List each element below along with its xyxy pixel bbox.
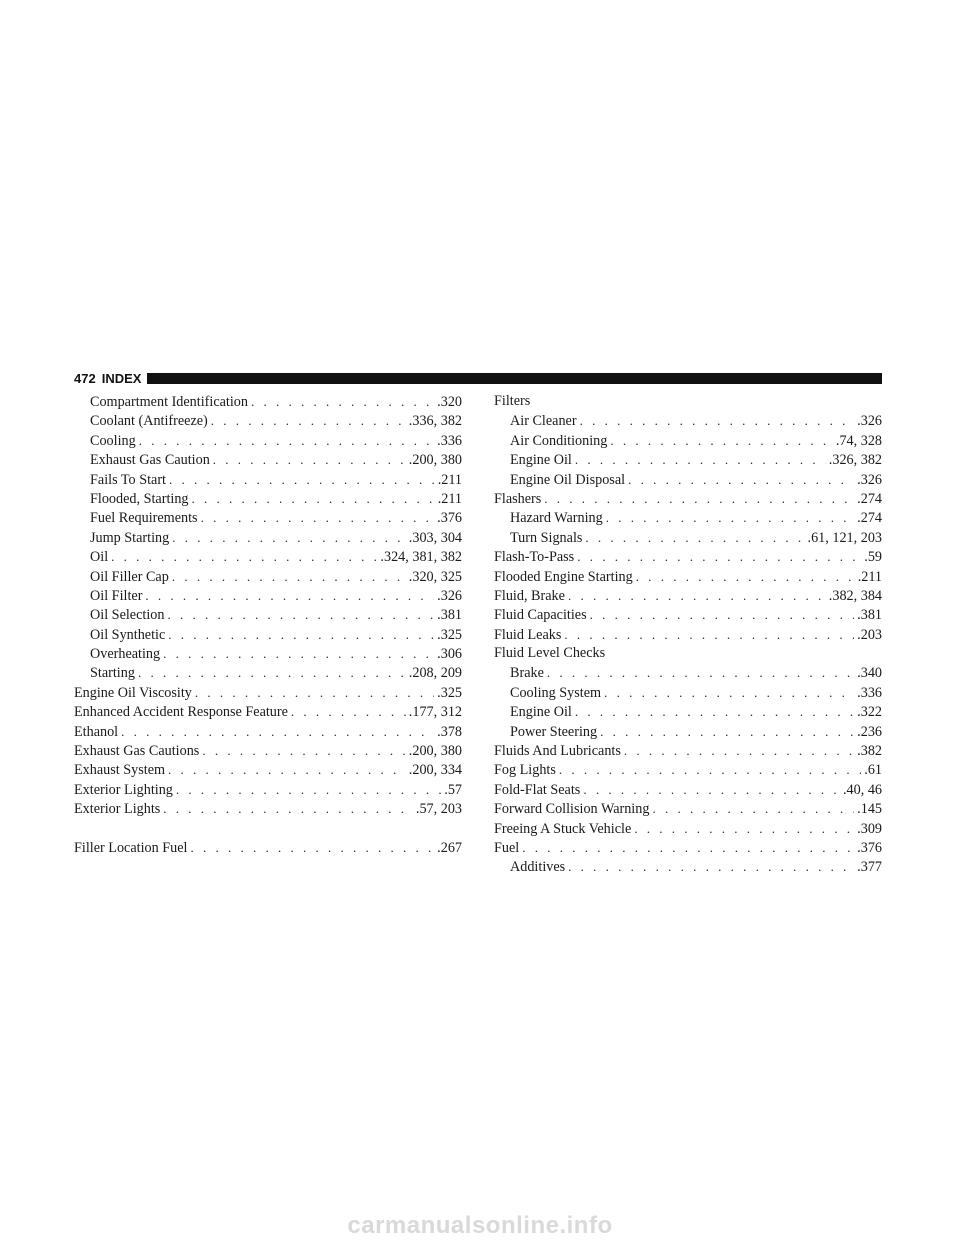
index-column-right: [494, 392, 882, 877]
entry-label: Fog Lights: [494, 762, 556, 779]
index-subentry: [494, 508, 882, 527]
page-reference[interactable]: .236: [857, 723, 882, 740]
index-subentry: [74, 392, 462, 411]
index-subentry: [74, 644, 462, 663]
dot-leader: [590, 605, 855, 624]
index-subentry: [74, 431, 462, 450]
page-reference[interactable]: .200, 380: [408, 452, 462, 469]
entry-label: Fluid, Brake: [494, 587, 565, 604]
entry-label: Fuel: [494, 839, 520, 856]
dot-leader: [580, 411, 855, 430]
dot-leader: [568, 857, 854, 876]
page-reference[interactable]: .267: [437, 839, 462, 856]
page-reference[interactable]: .211: [857, 568, 882, 585]
index-entry: [494, 586, 882, 605]
dot-leader: [195, 683, 434, 702]
dot-leader: [176, 780, 441, 799]
page-reference[interactable]: .336, 382: [408, 413, 462, 430]
page-reference[interactable]: .211: [437, 490, 462, 507]
dot-leader: [145, 586, 434, 605]
entry-label: Oil: [90, 549, 109, 566]
dot-leader: [202, 741, 405, 760]
entry-label: Power Steering: [510, 723, 598, 740]
page-reference[interactable]: .320, 325: [408, 568, 462, 585]
dot-leader: [634, 819, 854, 838]
index-subentry: [74, 625, 462, 644]
page-reference[interactable]: .145: [857, 801, 882, 818]
entry-label: Fluid Level Checks: [494, 645, 606, 662]
page-reference[interactable]: .326: [857, 471, 882, 488]
index-subentry: [74, 586, 462, 605]
dot-leader: [172, 528, 406, 547]
page-reference[interactable]: .381: [857, 607, 882, 624]
dot-leader: [583, 780, 840, 799]
dot-leader: [564, 625, 854, 644]
entry-label: Exhaust Gas Cautions: [74, 743, 200, 760]
dot-leader: [192, 489, 435, 508]
page-reference[interactable]: .177, 312: [408, 704, 462, 721]
entry-label: Cooling System: [510, 684, 602, 701]
entry-label: Jump Starting: [90, 529, 170, 546]
index-subentry: [494, 722, 882, 741]
index-subentry: [74, 547, 462, 566]
entry-label: Flooded, Starting: [90, 490, 189, 507]
entry-label: Hazard Warning: [510, 510, 603, 527]
index-entry: [494, 644, 882, 663]
entry-label: Exhaust Gas Caution: [90, 452, 210, 469]
dot-leader: [604, 683, 854, 702]
dot-leader: [575, 702, 854, 721]
entry-label: Air Conditioning: [510, 432, 608, 449]
dot-leader: [547, 663, 854, 682]
entry-label: Oil Synthetic: [90, 626, 166, 643]
page-reference[interactable]: .322: [857, 704, 882, 721]
index-column-left: [74, 392, 462, 857]
entry-label: Brake: [510, 665, 544, 682]
entry-label: Additives: [510, 859, 566, 876]
page-reference[interactable]: .61, 121, 203: [807, 529, 882, 546]
page-reference[interactable]: .320: [437, 394, 462, 410]
entry-label: Turn Signals: [510, 529, 583, 546]
page-reference[interactable]: .378: [437, 723, 462, 740]
watermark: carmanualsonline.info: [347, 1212, 613, 1239]
page-reference[interactable]: .340: [857, 665, 882, 682]
entry-label: Cooling: [90, 432, 136, 449]
dot-leader: [163, 644, 434, 663]
dot-leader: [168, 760, 406, 779]
index-entry: [494, 760, 882, 779]
index-entry: [74, 799, 462, 818]
dot-leader: [172, 567, 406, 586]
entry-label: Compartment Identification: [90, 394, 248, 410]
page-reference[interactable]: .40, 46: [842, 781, 882, 798]
dot-leader: [211, 411, 406, 430]
entry-label: Oil Filler Cap: [90, 568, 169, 585]
page-reference[interactable]: .57: [444, 781, 462, 798]
page-reference[interactable]: .382, 384: [828, 587, 882, 604]
dot-leader: [577, 547, 861, 566]
page-reference[interactable]: .203: [857, 626, 882, 643]
dot-leader: [169, 470, 435, 489]
index-entry: [74, 722, 462, 741]
page-reference[interactable]: .336: [857, 684, 882, 701]
page-reference[interactable]: .376: [857, 839, 882, 856]
entry-label: Starting: [90, 665, 135, 682]
entry-label: Engine Oil Viscosity: [74, 684, 192, 701]
dot-leader: [121, 722, 434, 741]
index-subentry: [494, 683, 882, 702]
index-entry: [494, 799, 882, 818]
page-reference[interactable]: .200, 380: [408, 743, 462, 760]
index-entry: [74, 702, 462, 721]
entry-label: Oil Filter: [90, 587, 143, 604]
page-reference[interactable]: .381: [437, 607, 462, 624]
entry-label: Engine Oil: [510, 704, 572, 721]
page-header: [74, 368, 882, 388]
entry-label: Enhanced Accident Response Feature: [74, 704, 288, 721]
index-entry: [494, 605, 882, 624]
dot-leader: [139, 431, 434, 450]
entry-label: Fluids And Lubricants: [494, 743, 621, 760]
page-reference[interactable]: .376: [437, 510, 462, 527]
dot-leader: [636, 567, 855, 586]
dot-leader: [628, 470, 854, 489]
entry-label: Fuel Requirements: [90, 510, 198, 527]
entry-label: Forward Collision Warning: [494, 801, 650, 818]
dot-leader: [585, 528, 804, 547]
index-subentry: [74, 508, 462, 527]
page-reference[interactable]: .59: [864, 549, 882, 566]
index-entry: [494, 489, 882, 508]
index-subentry: [494, 411, 882, 430]
index-subentry: [494, 702, 882, 721]
dot-leader: [522, 838, 854, 857]
entry-label: Filters: [494, 393, 531, 409]
entry-label: Flooded Engine Starting: [494, 568, 633, 585]
dot-leader: [568, 586, 826, 605]
entry-label: Fails To Start: [90, 471, 166, 488]
entry-label: Flashers: [494, 490, 542, 507]
dot-leader: [652, 799, 854, 818]
page-reference[interactable]: .382: [857, 743, 882, 760]
dot-leader: [167, 605, 434, 624]
index-subentry: [74, 605, 462, 624]
index-subentry: [74, 470, 462, 489]
entry-label: Oil Selection: [90, 607, 165, 624]
section-title: INDEX: [101, 370, 142, 386]
index-subentry: [494, 528, 882, 547]
dot-leader: [624, 741, 854, 760]
index-subentry: [494, 431, 882, 450]
dot-leader: [190, 838, 434, 857]
dot-leader: [544, 489, 854, 508]
index-entry: [74, 683, 462, 702]
dot-leader: [606, 508, 854, 527]
index-entry: [494, 392, 882, 411]
entry-label: Freeing A Stuck Vehicle: [494, 820, 632, 837]
index-subentry: [494, 857, 882, 876]
page-reference[interactable]: .377: [857, 859, 882, 876]
entry-label: Exterior Lights: [74, 801, 161, 818]
page-reference[interactable]: .200, 334: [408, 762, 462, 779]
entry-label: Ethanol: [74, 723, 119, 740]
entry-label: Flash-To-Pass: [494, 549, 575, 566]
index-subentry: [74, 489, 462, 508]
page-number: 472: [74, 370, 96, 386]
page-reference[interactable]: .61: [864, 762, 882, 779]
page-reference[interactable]: .326: [437, 587, 462, 604]
index-subentry: [74, 528, 462, 547]
page-reference[interactable]: .303, 304: [408, 529, 462, 546]
dot-leader: [138, 663, 406, 682]
page-reference[interactable]: .208, 209: [408, 665, 462, 682]
index-subentry: [74, 663, 462, 682]
dot-leader: [600, 722, 854, 741]
page-reference[interactable]: .74, 328: [835, 432, 882, 449]
page-reference[interactable]: .274: [857, 490, 882, 507]
entry-label: Engine Oil: [510, 452, 572, 469]
page-reference[interactable]: .325: [437, 626, 462, 643]
page-reference[interactable]: .326: [857, 413, 882, 430]
page-reference[interactable]: .326, 382: [828, 452, 882, 469]
page-reference[interactable]: .325: [437, 684, 462, 701]
index-entry: [494, 741, 882, 760]
dot-leader: [213, 450, 406, 469]
index-subentry: [494, 450, 882, 469]
index-subentry: [494, 663, 882, 682]
entry-label: Fluid Capacities: [494, 607, 587, 624]
dot-leader: [163, 799, 413, 818]
entry-label: Exhaust System: [74, 762, 166, 779]
entry-label: Coolant (Antifreeze): [90, 413, 208, 430]
index-entry: [494, 547, 882, 566]
page-reference[interactable]: .306: [437, 646, 462, 663]
header-rule: [147, 373, 882, 384]
entry-label: Engine Oil Disposal: [510, 471, 626, 488]
entry-label: Fold-Flat Seats: [494, 781, 581, 798]
dot-leader: [201, 508, 435, 527]
entry-label: Fluid Leaks: [494, 626, 562, 643]
index-subentry: [74, 411, 462, 430]
dot-leader: [111, 547, 377, 566]
index-entry: [494, 819, 882, 838]
index-subentry: [494, 470, 882, 489]
index-entry: [74, 780, 462, 799]
dot-leader: [610, 431, 833, 450]
dot-leader: [575, 450, 826, 469]
entry-label: Filler Location Fuel: [74, 839, 188, 856]
page-reference[interactable]: .324, 381, 382: [380, 549, 462, 566]
page-reference[interactable]: .57, 203: [415, 801, 462, 818]
index-entry: [74, 838, 462, 857]
index-entry: [494, 567, 882, 586]
entry-label: Exterior Lighting: [74, 781, 173, 798]
dot-leader: [559, 760, 861, 779]
page-reference[interactable]: .336: [437, 432, 462, 449]
index-subentry: [74, 450, 462, 469]
index-entry: [494, 625, 882, 644]
entry-label: Air Cleaner: [510, 413, 577, 430]
index-entry: [494, 780, 882, 799]
dot-leader: [291, 702, 406, 721]
index-entry: [494, 838, 882, 857]
page-reference[interactable]: .309: [857, 820, 882, 837]
dot-leader: [251, 392, 434, 411]
page-reference[interactable]: .211: [437, 471, 462, 488]
entry-label: Overheating: [90, 646, 161, 663]
index-subentry: [74, 567, 462, 586]
page-reference[interactable]: .274: [857, 510, 882, 527]
index-entry: [74, 760, 462, 779]
dot-leader: [168, 625, 434, 644]
index-entry: [74, 741, 462, 760]
index-spacer: [74, 819, 462, 838]
